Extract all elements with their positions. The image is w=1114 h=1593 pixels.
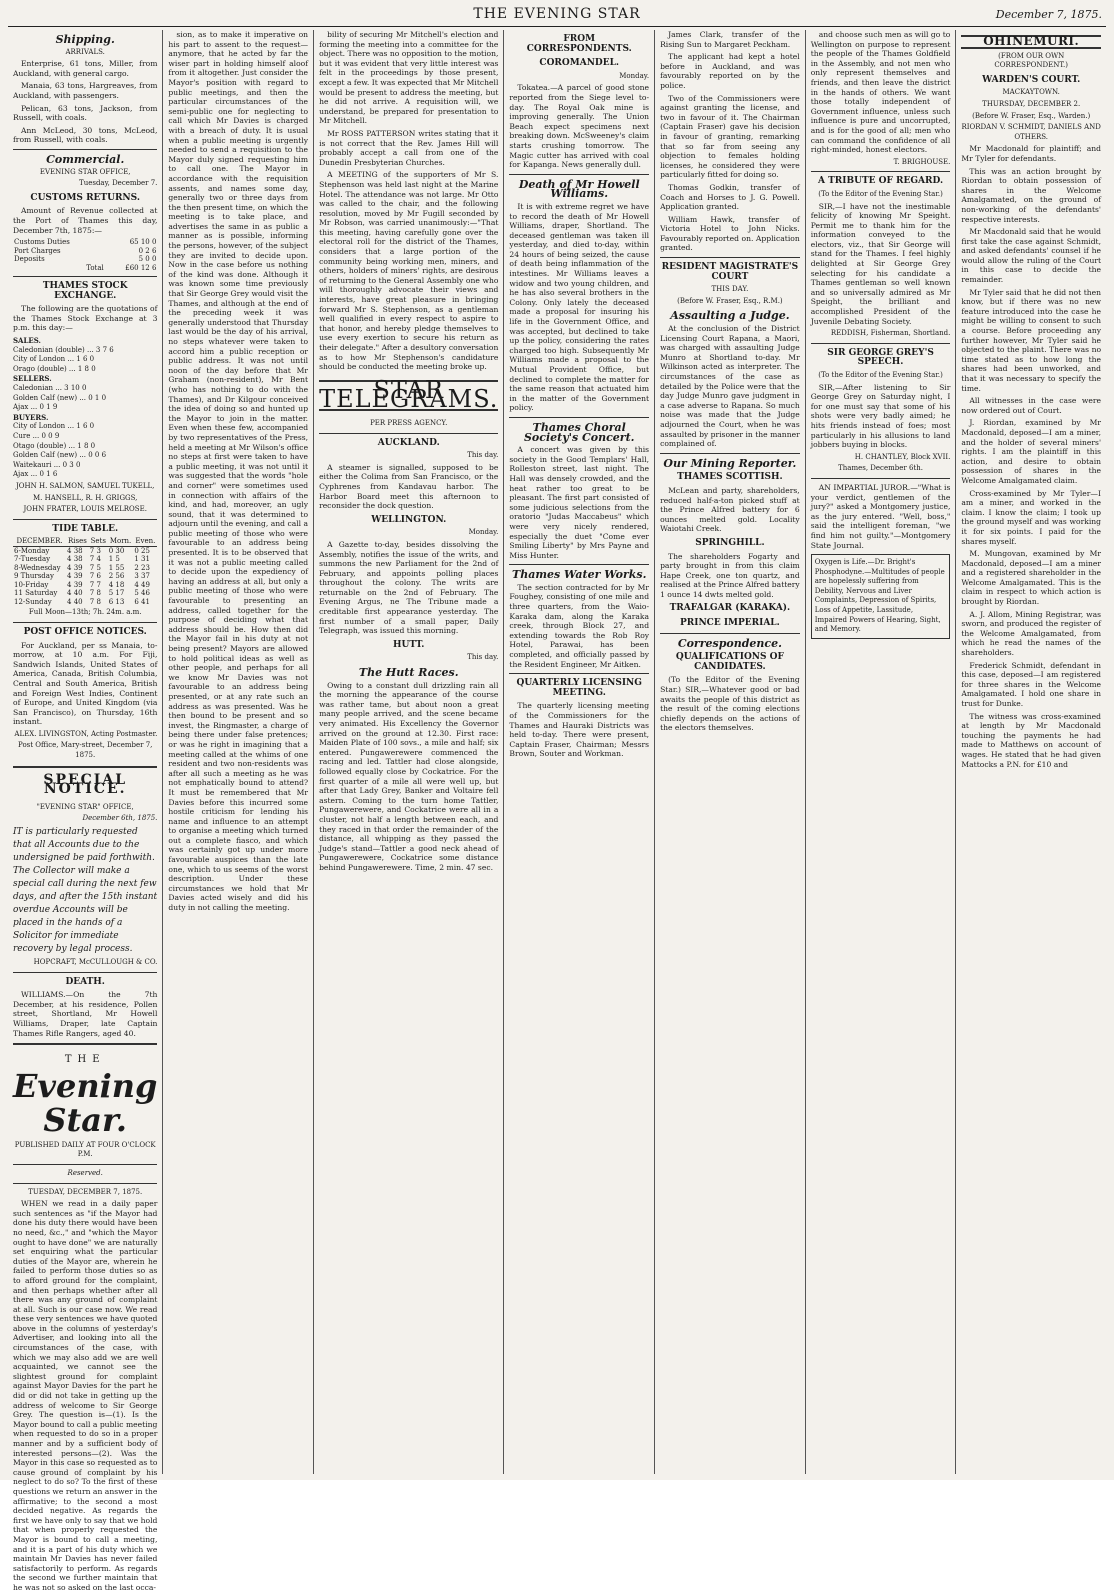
customs-label: Deposits (14, 255, 45, 264)
stock-line: Golden Calf (new) ... 0 1 0 (13, 393, 107, 402)
stock-line: Otago (double) ... 1 8 0 (13, 441, 96, 450)
tide-row: 6-Monday 4 38 7 3 0 30 0 25 (14, 546, 150, 555)
court-date: THURSDAY, DECEMBER 2. (982, 99, 1081, 108)
letter-text: and choose such men as will go to Wellington on purpose to represent the people of the Thames Goldfield in the Assembly, and not men who only represent themselves and friends, and then leave the district in the hands of others. We want those totally independent of Government influence, unless such influence is pure and uncorrupted, and is for the good of all; men who can command the confidence of all right-minded, honest electors. (810, 30, 951, 155)
signature: H. CHANTLEY, Block XVII. (854, 452, 951, 461)
water-heading: Thames Water Works. (512, 568, 647, 582)
wellington-heading: WELLINGTON. (371, 514, 447, 525)
special-office: "EVENING STAR" OFFICE, (36, 802, 134, 811)
stock-line: Orago (double) ... 1 8 0 (13, 364, 96, 373)
springhill-heading: SPRINGHILL. (695, 537, 765, 548)
licensing-item: William Hawk, transfer of Victoria Hotel to John Nicks. Favourably reported on. Application granted. (660, 214, 800, 253)
rmc-before: (Before W. Fraser, Esq., R.M.) (677, 296, 783, 305)
trafalgar-heading: TRAFALGAR (KARAKA). (669, 603, 791, 614)
choral-text: A concert was given by this society in the Good Templars' Hall, Rolleston street, last night. The Hall was densely crowded, and the heat rather too great to be pleasant. The first part consisted of some judicious selections from the oratorio "Judas Maccabeus" which were very nicely rendered, especially the duet "Come ever Smiling Liberty" by Mrs Payne and Miss Hunter. (509, 445, 650, 560)
arrival-item: Manaia, 63 tons, Hargreaves, from Auckland, with passengers. (13, 81, 158, 100)
customs-total-label: Total (86, 263, 104, 272)
customs-value: 5 0 0 (138, 255, 157, 264)
licensing-text: The quarterly licensing meeting of the Commissioners for the Thames and Hauraki Districts was held to-day. There were present, Captain Fraser, Chairman; Messrs Brown, Souter and Workman. (509, 701, 650, 759)
juror-anecdote: AN IMPARTIAL JUROR.—"What is your verdict, gentlemen of the jury?" asked a Montgomery justice, as the jury entered. "Well, boss," said the intelligent foreman, "we find him not guilty."—Montgomery State Journal. (810, 482, 951, 550)
wellington-text: A Gazette to-day, besides dissolving the Assembly, notifies the issue of the writs, and summons the new Parliament for the 2nd of February, and appoints polling places throughout the colony. The writs are returnable on the 2nd of February. The Evening Argus, ne The Tribune made a creditable first appearance yesterday. The first number of a small paper, Daily Telegraph, was issued this morning. (319, 539, 499, 636)
court-text: The witness was cross-examined at length by Mr Macdonald touching the payments he had made to Matthews on account of wages. He stated that he had given Mattocks a P.N. for £10 and (961, 711, 1102, 769)
stock-line: Caledonian (double) ... 3 7 6 (13, 345, 114, 354)
special-date: December 6th, 1875. (82, 814, 158, 823)
licensing-heading: QUARTERLY LICENSING MEETING. (516, 678, 642, 698)
court-text: All witnesses in the case were now ordered out of Court. (961, 396, 1102, 415)
ohinemuri-heading: OHINEMURI. (961, 35, 1101, 49)
grey-speech-text: SIR,—After listening to Sir George Grey on Saturday night, I for one must say that some of his shots were very badly aimed; he hits friends instead of foes; most particularly in his allusions to land jobbers buying in blocks. (810, 382, 951, 450)
court-text: Mr Macdonald said that he would first take the case against Schmidt, and asked defendants' counsel if he would allow the ruling of the Court in this case to decide the remainder. (961, 227, 1102, 285)
customs-intro: Amount of Revenue collected at the Port of Thames this day, December 7th, 1875:— (13, 206, 158, 235)
case-title: RIORDAN V. SCHMIDT, DANIELS AND OTHERS. (961, 123, 1101, 141)
post-date: Post Office, Mary-street, December 7, 1875. (18, 741, 153, 760)
court-text: Mr Tyler said that he did not then know, but if there was no new feature introduced into the case he might be willing to consent to such a course. Before proceeding any further however, Mr Tyler said he objected to the plaint. There was no time stated as to how long the shares had been unworked, and that it was necessary to specify the time. (961, 287, 1102, 393)
stock-line: City of London ... 1 6 0 (13, 422, 95, 431)
stock-intro: The following are the quotations of the Thames Stock Exchange at 3 p.m. this day:— (13, 304, 158, 333)
stock-line: Caledonian ... 3 10 0 (13, 384, 87, 393)
broker-line: M. HANSELL, R. H. GRIGGS, (32, 493, 138, 502)
customs-value: 65 10 0 (129, 238, 157, 247)
tide-header: Rises (67, 537, 87, 546)
broker-line: JOHN H. SALMON, SAMUEL TUKELL, (15, 481, 155, 490)
coromandel-text: Tokatea.—A parcel of good stone reported from the Siege level to-day. The Royal Oak mine is improving generally. The Union Beach expect specimens next breaking down. McSweeney's claim starts crushing tomorrow. The Magic cutter has arrived with coal for Kapanga. News generally dull. (509, 83, 650, 170)
tide-header: Even. (133, 537, 157, 546)
published-line: PUBLISHED DAILY AT FOUR O'CLOCK P.M. (14, 1140, 156, 1159)
buyers-label: BUYERS. (13, 412, 49, 422)
death-text: WILLIAMS.—On the 7th December, at his residence, Pollen street, Shortland, Mr Howell Williams, Draper, late Captain Thames Rifle Rangers, aged 40. (13, 990, 158, 1038)
evening-star-logo: Evening Star. (13, 1066, 158, 1139)
licensing-item: Thomas Godkin, transfer of Coach and Horses to J. G. Powell. Application granted. (660, 182, 800, 212)
wellington-day: Monday. (468, 528, 499, 537)
court-place: MACKAYTOWN. (1002, 88, 1060, 97)
tide-row: 11 Saturday 4 40 7 8 5 17 5 46 (14, 589, 150, 598)
court-text: A. J. Allom, Mining Registrar, was sworn, and produced the register of the Welcome Amalgamated, from which he read the names of the shareholders. (961, 609, 1102, 658)
stock-line: Waitekauri ... 0 3 0 (13, 460, 81, 469)
column-7 (956, 30, 1106, 1474)
rmc-heading: RESIDENT MAGISTRATE'S COURT (661, 262, 799, 282)
tribute-text: SIR,—I have not the inestimable felicity of knowing Mr Speight. Permit me to thank him for the information conveyed to the electors, viz., that Sir George will stand for the Thames. I feel highly delighted at Sir George Grey selecting for his candidate a Thames gentleman so well known and so universally admired as Mr Speight, the brilliant and accomplished President of the Juvenile Debating Society. (810, 201, 951, 326)
tide-header: Sets (90, 537, 106, 546)
post-sign: ALEX. LIVINGSTON, Acting Postmaster. (14, 729, 158, 738)
arrival-item: Pelican, 63 tons, Jackson, from Russell, with coals. (13, 103, 158, 123)
tide-row: 12-Sunday 4 40 7 8 6 13 6 41 (14, 597, 150, 606)
stock-line: City of London ... 1 6 0 (13, 355, 95, 364)
special-sign: HOPCRAFT, McCULLOUGH & CO. (33, 958, 158, 967)
special-notice-text: IT is particularly requested that all Accounts due to the undersigned be paid forthwith. The Collector will make a special call during the next few days, and after the 15th instant overdue Accounts will be placed in the hands of a Solicitor for immediate recovery by legal process. (13, 827, 158, 955)
stock-line: Ajax ... 0 1 6 (13, 470, 58, 479)
shipping-heading: Shipping. (55, 33, 115, 46)
star-telegrams-banner: STAR TELEGRAMS. (319, 375, 499, 414)
customs-label: Port Charges (14, 246, 61, 255)
masthead (8, 4, 1106, 27)
auckland-heading: AUCKLAND. (377, 437, 440, 448)
column-1 (8, 30, 163, 1592)
the-word: THE (64, 1054, 106, 1066)
moon-note: Full Moon—13th; 7h. 24m. a.m. (28, 608, 142, 617)
assault-heading: Assaulting a Judge. (670, 309, 790, 323)
correspondence-heading: Correspondence. (677, 636, 782, 650)
grey-speech-sub: (To the Editor of the Evening Star.) (818, 371, 943, 379)
tide-table (13, 537, 157, 606)
tide-header: Morn. (108, 537, 134, 546)
arrival-item: Ann McLeod, 30 tons, McLeod, from Russell, with coals. (13, 125, 158, 145)
grey-speech-heading: SIR GEORGE GREY'S SPEECH. (827, 347, 934, 368)
customs-total: £60 12 6 (125, 263, 157, 272)
court-text: M. Mungovan, examined by Mr Macdonald, deposed—I am a miner and a registered shareholder in the Welcome Amalgamated. This is the claim in respect to which action is brought by Riordan. (961, 549, 1102, 607)
star-office-date: Tuesday, December 7. (79, 179, 158, 188)
scottish-heading: THAMES SCOTTISH. (677, 472, 783, 483)
masthead-title: THE EVENING STAR (473, 6, 641, 22)
water-text: The section contracted for by Mr Foughey, consisting of one mile and three quarters, from the Waio-Karaka dam, along the Karaka creek, through Block 27, and extending towards the Rob Roy Hotel, Parawai, has been completed, and officially passed by the Resident Engineer, Mr Aitken. (509, 582, 650, 669)
tide-row: 7-Tuesday 4 38 7 4 1 5 1 31 (14, 555, 150, 564)
licensing-item: Two of the Commissioners were against granting the license, and two in favour of it. The Chairman (Captain Fraser) gave his decision in favour of granting, remarking that so far from seeing any objection to females holding licenses, he considered they were particularly fitted for doing so. (660, 93, 800, 180)
local-news: bility of securing Mr Mitchell's election and forming the meeting into a committee for the object. There was no opposition to the motion, but it was evident that very little interest was felt in the proceedings by those present, except a few. It was expected that Mr Mitchell would be present to address the meeting, but he did not arrive. A requisition will, we understand, be prepared for presentation to Mr Mitchell. (319, 30, 499, 126)
races-text: Owing to a constant dull drizzling rain all the morning the appearance of the course was rather tame, but about noon a great many people arrived, and the scene became very animated. His Excellency the Governor arrived on the ground at 12.30. First race: Maiden Plate of 100 sovs., a mile and half; six entered. Pungawerewere commenced the racing and led. Tattler had close alongside, followed equally close by Cockatrice. For the first quarter of a mile all were well up, but after that Lady Grey, Banker and Voltaire fell astern. Coming to the turn home Tattler, Pungawerewere, and Cockatrice were all in a cluster, not half a length between each, and they raced in that order the remainder of the distance, all whipping as they passed the Judge's stand—Tattler a good neck ahead of Pungawerewere, Cockatrice some distance behind Pungawerewere. Time, 2 min. 47 sec. (319, 680, 499, 872)
broker-line: JOHN FRATER, LOUIS MELROSE. (23, 505, 147, 514)
tide-header: DECEMBER. (13, 537, 66, 546)
leader-text: WHEN we read in a daily paper such sentences as "if the Mayor had done his duty there would have been no need, &c.," and "which the Mayor ought to have done" we are naturally set enquiring what the particular duties of the Mayor are, wherein he failed to perform those duties so as to afford ground for the complaint, and then perhaps whether after all there was any ground of complaint at all. Such is our case now. We read these very sentences we have quoted above in the columns of yesterday's Advertiser, and looking into all the circumstances of the case, with which we may also add we are well acquainted, we cannot see the slightest ground for complaint against Mayor Davies for the part he did or did not take in getting up the address of welcome to Sir George Grey. The question is—(1). Is the Mayor bound to call a public meeting when requested to do so in a proper manner and by a sufficient body of interested persons—(2). Was the Mayor in this case so requested as to cause ground of complaint by his neglect to do so? To the first of these questions we return an answer in the affirmative; to the second a most decided negative. As regards the first we have only to say that we hold that when properly requested the Mayor is bound to call a meeting, and it is a part of his duty which we maintain Mr Davies has never failed satisfactorily to perform. As regards the second we further maintain that he was not so asked on the last occa- (13, 1199, 158, 1592)
reserved-line: Reserved. (67, 1168, 103, 1177)
signature: REDDISH, Fisherman, Shortland. (830, 329, 951, 338)
coromandel-heading: COROMANDEL. (539, 58, 620, 69)
arrival-item: Enterprise, 61 tons, Miller, from Auckland, with general cargo. (13, 59, 158, 78)
arrivals-heading: ARRIVALS. (65, 47, 105, 56)
death-williams-text: It is with extreme regret we have to record the death of Mr Howell Williams, draper, Shortland. The deceased gentleman was taken ill yesterday, and died to-day, within 24 hours of being seized, the cause of death being inflammation of the intestines. Mr Williams leaves a widow and two young children, and he has also several brothers in the Colony. Only lately the deceased made a proposal for insuring his life in the Government Office, and was accepted, but declined to take up the policy, considering the rates charged too high. Subsequently Mr Williams made a proposal to the Mutual Provident Office, but declined to complete the matter for the same reason that actuated him in the matter of the Government policy. (509, 201, 650, 413)
races-heading: The Hutt Races. (358, 666, 459, 680)
hutt-day: This day. (467, 653, 499, 662)
qualifications-heading: QUALIFICATIONS OF CANDIDATES. (675, 652, 784, 672)
qualifications-text: (To the Editor of the Evening Star.) SIR,—Whatever good or bad awaits the people of this district as the result of the coming elections chiefly depends on the actions of the electors themselves. (660, 675, 800, 733)
column-3 (314, 30, 504, 1474)
column-2 (163, 30, 314, 1474)
coromandel-day: Monday. (619, 71, 650, 80)
star-office: EVENING STAR OFFICE, (39, 167, 131, 176)
column-5 (655, 30, 806, 1474)
rmc-day: THIS DAY. (711, 285, 749, 294)
scottish-text: McLean and party, shareholders, reduced half-a-ton picked stuff at the Prince Alfred battery for 6 ounces melted gold. Locality Waiotahi Creek. (660, 485, 800, 534)
court-text: Cross-examined by Mr Tyler—I am a miner, and worked in the claim. I know the claim; I took up the ground myself and was working it for six points. I paid for the shares myself. (961, 488, 1102, 546)
prince-heading: PRINCE IMPERIAL. (680, 618, 780, 629)
correspondents-heading: FROM CORRESPONDENTS. (526, 34, 632, 54)
masthead-date: December 7, 1875. (995, 8, 1102, 21)
local-news: A MEETING of the supporters of Mr S. Stephenson was held last night at the Marine Hotel. The attendance was not large. Mr Otto was called to the chair, and the following resolution, moved by Mr Fugill seconded by Mr Robson, was carried unanimously:—"That this meeting, having carefully gone over the electoral roll for the district of the Thames, considers that a large portion of the community being working men, miners, and others, holders of miners' rights, are desirous of returning to the General Assembly one who will thoroughly advocate their views and interests, have great pleasure in bringing forward Mr S. Stephenson, as a gentleman well qualified in every respect to aspire to that honor, and hereby pledge themselves to use every exertion to secure his return as their delegate." After a desultory conversation as to how Mr Stephenson's candidature should be conducted the meeting broke up. (319, 170, 499, 372)
licensing-item: James Clark, transfer of the Rising Sun to Margaret Peckham. (660, 30, 800, 49)
court-before: (Before W. Fraser, Esq., Warden.) (972, 111, 1091, 120)
wardens-court-heading: WARDEN'S COURT. (982, 74, 1081, 85)
local-news: Mr ROSS PATTERSON writes stating that it is not correct that the Rev. James Hill will probably accept a call from one of the Dunedin Presbyterian Churches. (319, 128, 499, 167)
stock-line: Golden Calf (new) ... 0 0 6 (13, 451, 107, 460)
court-text: This was an action brought by Riordan to obtain possession of shares in the Welcome Amalgamated, on the ground of non-working of the defendants' respective interests. (961, 166, 1102, 224)
column-4 (504, 30, 655, 1474)
sellers-label: SELLERS. (13, 374, 52, 384)
death-williams-heading: Death of Mr Howell Williams. (518, 177, 640, 201)
tide-row: 9 Thursday 4 39 7 6 2 56 3 37 (14, 572, 150, 581)
springhill-text: The shareholders Fogarty and party brought in from this claim Hape Creek, one ton quartz, and realised at the Prince Alfred battery 1 ounce 14 dwts melted gold. (660, 551, 800, 599)
tribute-heading: A TRIBUTE OF REGARD. (817, 176, 944, 187)
signature: T. BRIGHOUSE. (893, 157, 951, 166)
court-text: J. Riordan, examined by Mr Macdonald, deposed—I am a miner, and the holder of several miners' rights. I am the plaintiff in this action, and desire to obtain possession of shares in the Welcome Amalgamated claim. (961, 418, 1102, 485)
sales-label: SALES. (13, 336, 41, 346)
choral-heading: Thames Choral Society's Concert. (523, 420, 635, 444)
auckland-day: This day. (467, 451, 499, 460)
death-heading: DEATH. (65, 976, 105, 987)
licensing-item: The applicant had kept a hotel before in Auckland, and was favourably reported on by the police. (660, 52, 800, 90)
post-text: For Auckland, per ss Manaia, to-morrow, at 10 a.m. For Fiji, Sandwich Islands, United States of America, Canada, British Columbia, Central and South America, British and Foreign West Indies, Continent of Europe, and United Kingdom (via San Francisco), on Thursday, 16th instant. (13, 640, 158, 727)
stock-line: Ajax ... 0 1 9 (13, 403, 58, 412)
column-6 (806, 30, 957, 1474)
customs-heading: CUSTOMS RETURNS. (30, 192, 140, 203)
leader-continued: sion, as to make it imperative on his part to assent to the request—anymore, that he acted by far the wiser part in holding himself aloof from it altogether. Just consider the Mayor's position with regard to public meetings, and then the particular circumstances of the semi-public one for neglecting to call which Mr Davies is charged with a breach of duty. It is usual when a public meeting is urgently needed to send a requisition to the Mayor duly signed requesting him to call one. The Mayor in accordance with the requisition assents, and names some day, generally two or three days from the then present time, on which the meeting is to take place, and advertises the same in as public a manner as is possible, informing the persons, however, of the subject they are invited to decide upon. Now in the case before us nothing of the kind was done. Although it was known some time previously that Sir George Grey would visit the Thames, and although at the end of the preceding week it was generally understood that Thursday last would be the day of his arrival, no steps whatever were taken to accord him a public reception or public address. It was not until noon of the day before that Mr Graham (non-resident), Mr Bent (who has nothing to do with the Thames), and Dr Kilgour conceived the idea of doing so and hunted up the Mayor to join in the matter. Even when these few, accompanied by two representatives of the Press, held a meeting at Mr Wilson's office no steps at first were taken to have a public meeting, it was not until it was suggested that the words "hole and corner" were sometimes used in connection with affairs of the kind, and had, moreover, an ugly sound, that it was determined to adjourn until the evening, and call a public meeting of those who were favourable to an address being presented. It is to be observed that it was not a public meeting called to decide upon the expediency of having an address at all, but only a public meeting of those who were favourable to presenting an address, called together for the purpose of deciding what that address should be. How then did the Mayor fail in his duty at not being present? Mayors are allowed to hold political ideas as well as other people, and perhaps for all we know Mr Davies was not favourable to an address being presented, or at any rate such an address as was presented. Was he then bound to be present and so invest, the Ringmaster, a charge of being there under false pretences; or was he right in imagining that a meeting called at the whims of one resident and two non-residents was after all such a meeting as he was not emphatically bound to attend? It must be remembered that Mr Davies before this incurred some hostile criticism for lending his name and influence to an attempt to organise a meeting which turned out a complete fiasco, and which was certainly got up under more favourable auspices than the late one, which to us seems of the worst description. Under these circumstances we hold that Mr Davies acted wisely and did his duty in not calling the meeting. (168, 30, 309, 913)
own-correspondent: (FROM OUR OWN CORRESPONDENT.) (994, 51, 1068, 70)
commercial-heading: Commercial. (46, 152, 125, 166)
stock-heading: THAMES STOCK EXCHANGE. (42, 281, 128, 301)
tide-row: 10-Friday 4 39 7 7 4 18 4 49 (14, 580, 150, 589)
press-agency: PER PRESS AGENCY. (370, 418, 448, 427)
customs-table (13, 238, 157, 272)
tide-heading: TIDE TABLE. (52, 523, 119, 534)
stock-line: Cure ... 0 0 9 (13, 432, 60, 440)
columns (8, 30, 1106, 1592)
court-text: Frederick Schmidt, defendant in this case, deposed—I am registered for three shares in the Welcome Amalgamated. I hold one share in trust for Dunke. (961, 660, 1102, 708)
auckland-text: A steamer is signalled, supposed to be either the Colima from San Francisco, or the Cyphrenes from Kandavau harbor. The Harbor Board meet this afternoon to reconsider the dock question. (319, 462, 499, 511)
customs-label: Customs Duties (14, 238, 70, 247)
hutt-heading: HUTT. (393, 639, 425, 650)
customs-value: 0 2 6 (138, 246, 157, 255)
leader-date: TUESDAY, DECEMBER 7, 1875. (28, 1187, 143, 1196)
assault-text: At the conclusion of the District Licensing Court Rapana, a Maori, was charged with assaulting Judge Munro at Shortland to-day. Mr Wilkinson acted as interpreter. The circumstances of the case as detailed by the Police were that the day Judge Munro gave judgment in a case adverse to Rapana. So much noise was made that the Judge adjourned the Court, when he was assaulted by prisoner in the manner complained of. (660, 324, 800, 449)
tide-row: 8-Wednesday 4 39 7 5 1 55 2 23 (14, 563, 150, 572)
mining-heading: Our Mining Reporter. (663, 456, 797, 470)
tribute-sub: (To the Editor of the Evening Star.) (818, 189, 943, 198)
post-heading: POST OFFICE NOTICES. (23, 626, 147, 637)
special-notice-heading: SPECIAL NOTICE. (43, 771, 128, 798)
court-text: Mr Macdonald for plaintiff; and Mr Tyler for defendants. (961, 144, 1102, 163)
advertisement: Oxygen is Life.—Dr. Bright's Phosphodyne.—Multitudes of people are hopelessly suffering from Debility, Nervous and Liver Complaints, Depression of Spirits, Loss of Appetite, Lassitude, Impaired Powers of Hearing, Sight, and Memory. (811, 554, 951, 639)
signature-date: Thames, December 6th. (838, 464, 923, 473)
